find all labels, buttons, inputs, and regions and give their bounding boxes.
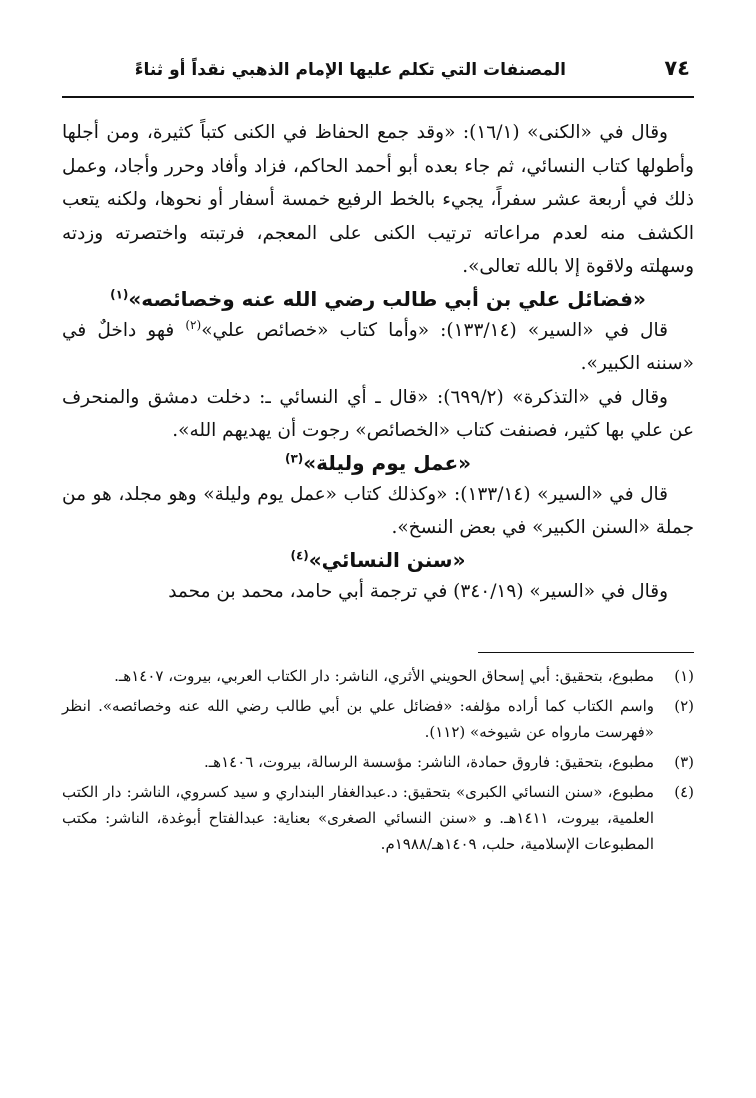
page-header (62, 52, 694, 98)
khasais-paragraph-1-start: قال في «السير» (١٣٣/١٤): «وأما كتاب «خصائص علي» (201, 319, 668, 341)
khasais-paragraph-2: وقال في «التذكرة» (٦٩٩/٢): «قال ـ أي النسائي ـ: دخلت دمشق والمنحرف عن علي بها كثير، فصنفت كتاب «الخصائص» رجوت أن يهديهم الله». (62, 386, 694, 441)
section-heading-amal (62, 448, 694, 478)
footnote-text: مطبوع، «سنن النسائي الكبرى» بتحقيق: د.عبدالغفار البنداري و سيد كسروي، الناشر: دار الكتب العلمية، بيروت، ١٤١١هـ. و «سنن النسائي الصغرى» بعناية: عبدالفتاح أبوغدة، الناشر: مكتب المطبوعات الإسلامية، حلب، ١٤٠٩هـ/١٩٨٨م. (62, 783, 654, 853)
footnote-2 (62, 693, 694, 745)
footnote-text: مطبوع، بتحقيق: أبي إسحاق الحويني الأثري، الناشر: دار الكتاب العربي، بيروت، ١٤٠٧هـ. (114, 667, 654, 685)
footnote-4 (62, 779, 694, 857)
footnote-number: (١) (674, 667, 694, 685)
footnote-number: (٣) (674, 753, 694, 771)
kuna-paragraph: وقال في «الكنى» (١٦/١): «وقد جمع الحفاظ في الكنى كتباً كثيرة، ومن أجلها وأطولها كتاب النسائي، ثم جاء بعده أبو أحمد الحاكم، فزاد وأفاد وحرر وأجاد، وعمل ذلك في أربعة عشر سفراً، يجيء بالخط الرفيع خمسة أسفار أو نحوها، ولكنه يتعب الكشف منه لعدم مراعاته ترتيب الكنى على المعجم، فرتبته واختصرته وزدته وسهلته ولاقوة إلا بالله تعالى». (62, 122, 694, 277)
footnote-1 (62, 663, 694, 689)
sunan-paragraph: وقال في «السير» (٣٤٠/١٩) في ترجمة أبي حامد، محمد بن محمد (168, 580, 668, 602)
khasais-paragraph-1 (62, 314, 694, 381)
footnote-number: (٢) (674, 697, 694, 715)
footnote-ref-3: (٣) (284, 450, 304, 465)
main-text (62, 116, 694, 608)
book-page (62, 52, 694, 1072)
footnote-ref-2: (٢) (185, 317, 202, 332)
footnote-text: واسم الكتاب كما أراده مؤلفه: «فضائل علي بن أبي طالب رضي الله عنه وخصائصه». انظر «فهرست مارواه عن شيوخه» (١١٢). (62, 697, 654, 741)
footnote-3 (62, 749, 694, 775)
amal-paragraph: قال في «السير» (١٣٣/١٤): «وكذلك كتاب «عمل يوم وليلة» وهو مجلد، هو من جملة «السنن الكبير» في بعض النسخ». (62, 483, 694, 538)
section-heading-amal-text: «عمل يوم وليلة» (303, 450, 472, 475)
section-heading-khasais (62, 284, 694, 314)
running-title: المصنفات التي تكلم عليها الإمام الذهبي نقداً أو ثناءً (134, 60, 566, 80)
page-number: ٧٤ (664, 56, 690, 80)
section-heading-sunan-text: «سنن النسائي» (308, 547, 466, 572)
footnote-separator (478, 652, 694, 653)
section-heading-sunan (62, 545, 694, 575)
footnote-number: (٤) (674, 783, 694, 801)
section-heading-khasais-text: «فضائل علي بن أبي طالب رضي الله عنه وخصائصه» (128, 286, 646, 311)
khasais-paragraph-1-end: فهو داخلٌ في «سننه الكبير». (62, 319, 694, 374)
footnotes (62, 663, 694, 857)
footnote-text: مطبوع، بتحقيق: فاروق حمادة، الناشر: مؤسسة الرسالة، بيروت، ١٤٠٦هـ. (204, 753, 654, 771)
footnote-ref-4: (٤) (290, 547, 309, 562)
footnote-ref-1: (١) (110, 286, 129, 301)
